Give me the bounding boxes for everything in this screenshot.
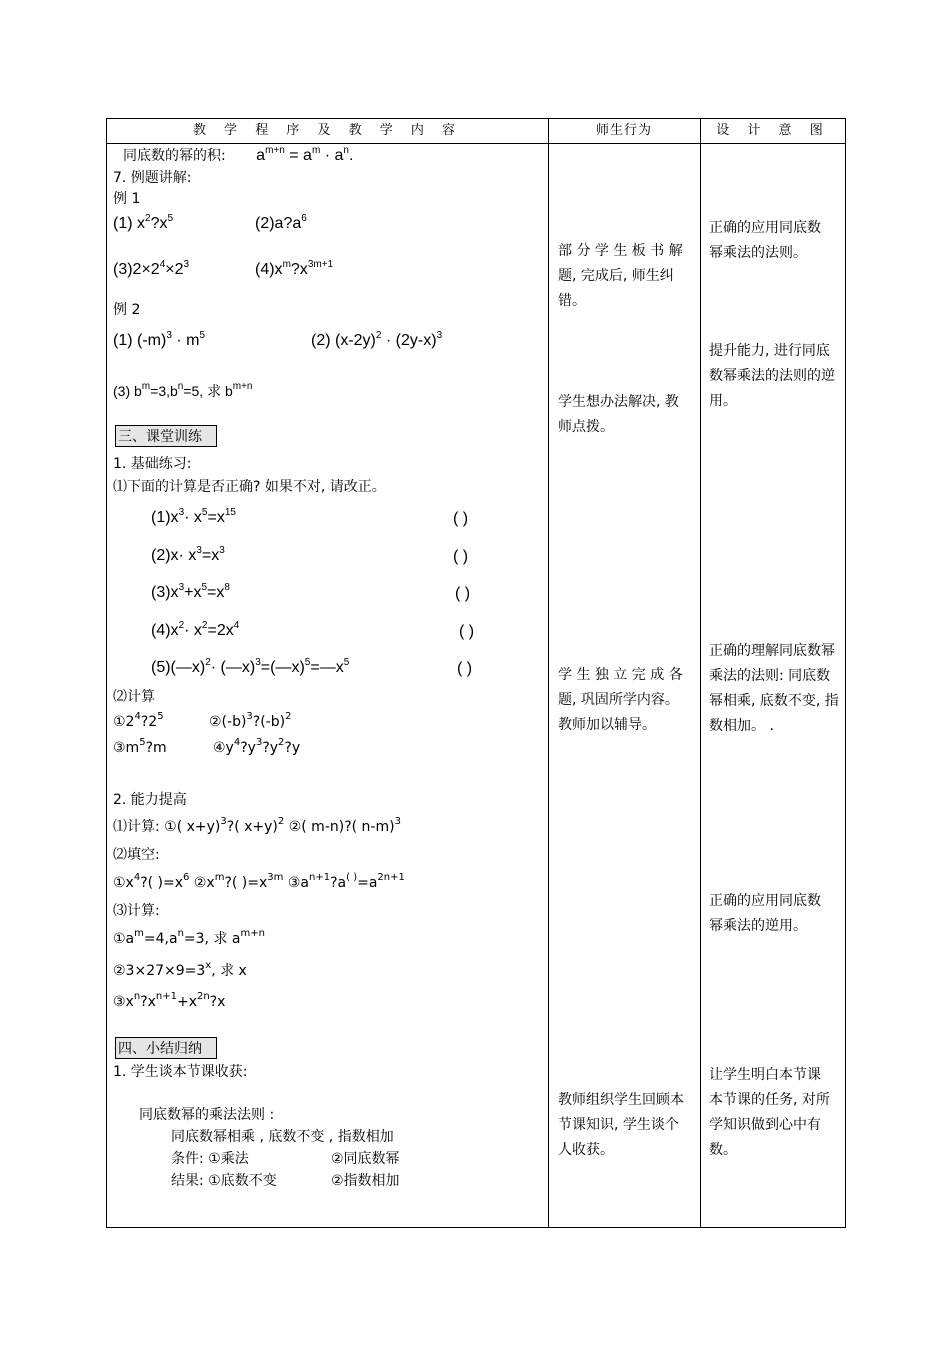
fill-title: ⑵填空: bbox=[113, 847, 160, 863]
rule-line: 同底数的幂的积: $a^{m+n} = a^m \cdot a^n$. bbox=[123, 145, 354, 164]
example-1-problem-3: $(3)2\times 2^4\times 2^3$ bbox=[113, 259, 190, 278]
column-divider bbox=[548, 119, 549, 1227]
judge-item-1: $(1)x^3\cdot x^5=x^{15}$ bbox=[151, 507, 236, 526]
example-1-title: 例 1 bbox=[113, 191, 141, 207]
header-content: 教 学 程 序 及 教 学 内 容 bbox=[192, 123, 463, 138]
result-label: 结果: ①底数不变 bbox=[171, 1173, 277, 1189]
behavior-note-1: 部 分 学 生 板 书 解 题, 完成后, 师生纠错。 bbox=[558, 243, 683, 309]
example-2-problem-3: (3) $b^m=3,b^n=5$, 求 $b^{m+n}$ bbox=[113, 381, 253, 399]
header-divider bbox=[107, 143, 845, 144]
example-1-problem-1: (1) $x^2?x^5$ bbox=[113, 213, 174, 232]
example-2-problem-2: (2) $(x-2y)^2 \cdot (2y-x)^3$ bbox=[311, 330, 443, 349]
example-1-problem-4: $(4)x^m?x^{3m+1}$ bbox=[255, 259, 334, 278]
rule-title: 同底数幂的乘法法则 : bbox=[139, 1107, 275, 1123]
judge-answer-5[interactable]: ( ) bbox=[457, 660, 473, 677]
basic-practice-title: 1. 基础练习: bbox=[113, 456, 192, 472]
judge-answer-1[interactable]: ( ) bbox=[453, 510, 469, 527]
summary-title: 1. 学生谈本节课收获: bbox=[113, 1064, 248, 1080]
item-7: 7. 例题讲解: bbox=[113, 170, 192, 186]
calc-item-1: $①2^4?2^5$ bbox=[113, 711, 164, 730]
improve-calc-1: ⑴计算: ①( x+y)$^3$?( x+y)$^2$ ②( m-n)?( n-m)$^3$ bbox=[113, 816, 401, 835]
judge-item-2: $(2)x\cdot x^3=x^3$ bbox=[151, 545, 225, 564]
calc3-item-1: $①a^m=4,a^n=3$, 求 $a^{m+n}$ bbox=[113, 928, 265, 947]
judge-answer-3[interactable]: ( ) bbox=[455, 585, 471, 602]
judge-item-3: $(3)x^3+x^5=x^8$ bbox=[151, 582, 230, 601]
calc-item-3: $③m^5?m$ bbox=[113, 737, 167, 756]
section-3-title: 三、课堂训练 bbox=[115, 425, 217, 447]
condition-label: 条件: ①乘法 bbox=[171, 1151, 249, 1167]
example-2-title: 例 2 bbox=[113, 302, 141, 318]
judge-item-5: (5)(—x)$^2$· $(—x)^3=(—x)^5=—x^5$ bbox=[151, 657, 350, 676]
rule-body: 同底数幂相乘 , 底数不变 , 指数相加 bbox=[171, 1129, 394, 1145]
header-behavior: 师生行为 bbox=[595, 123, 652, 138]
column-divider bbox=[700, 119, 701, 1227]
fill-items: $①x^4$?( )$=x^6$ $②x^m$?( )$=x^{3m}$ $③a^{n+1}?a^{( )}=a^{2n+1}$ bbox=[113, 872, 405, 891]
judge-answer-4[interactable]: ( ) bbox=[459, 623, 475, 640]
intent-note-1: 正确的应用同底数幂乘法的法则。 bbox=[709, 220, 821, 261]
judge-answer-2[interactable]: ( ) bbox=[453, 548, 469, 565]
header-intent: 设 计 意 图 bbox=[716, 123, 830, 138]
example-2-problem-1: (1) $(-m)^3 \cdot m^5$ bbox=[113, 330, 205, 349]
behavior-note-2: 学生想办法解决, 教师点拨。 bbox=[558, 394, 679, 435]
intent-note-5: 让学生明白本节课本节课的任务, 对所学知识做到心中有数。 bbox=[709, 1067, 830, 1158]
lesson-table bbox=[106, 118, 846, 1228]
example-1-problem-2: $(2)a?a^6$ bbox=[255, 213, 307, 232]
section-4-title: 四、小结归纳 bbox=[115, 1037, 217, 1059]
intent-note-2: 提升能力, 进行同底数幂乘法的法则的逆用。 bbox=[709, 343, 835, 409]
calc-item-2: $②(-b)^3?(-b)^2$ bbox=[209, 711, 292, 730]
judge-item-4: $(4)x^2\cdot x^2=2x^4$ bbox=[151, 620, 240, 639]
intent-note-4: 正确的应用同底数幂乘法的逆用。 bbox=[709, 893, 821, 934]
behavior-note-4: 教师组织学生回顾本节课知识, 学生谈个人收获。 bbox=[558, 1092, 684, 1158]
calc3-title: ⑶计算: bbox=[113, 903, 160, 919]
intent-note-3: 正确的理解同底数幂乘法的法则: 同底数幂相乘, 底数不变, 指数相加。 . bbox=[709, 643, 839, 734]
behavior-note-3: 学 生 独 立 完 成 各 题, 巩固所学内容。教师加以辅导。 bbox=[558, 667, 683, 733]
result-2: ②指数相加 bbox=[331, 1173, 400, 1189]
improve-title: 2. 能力提高 bbox=[113, 792, 187, 808]
question-2: ⑵计算 bbox=[113, 689, 155, 705]
calc3-item-2: $②3\times 27\times 9=3^x$, 求 x bbox=[113, 960, 247, 979]
calc3-item-3: $③x^n?x^{n+1}+x^{2n}?x$ bbox=[113, 991, 226, 1010]
condition-2: ②同底数幂 bbox=[331, 1151, 400, 1167]
question-1: ⑴下面的计算是否正确? 如果不对, 请改正。 bbox=[113, 479, 386, 495]
calc-item-4: $④y^4?y^3?y^2?y$ bbox=[213, 737, 301, 756]
